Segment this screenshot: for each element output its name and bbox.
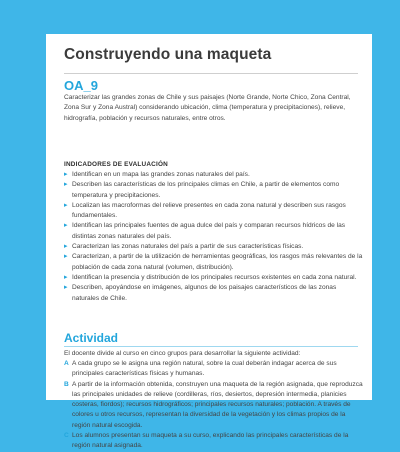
worksheet-page xyxy=(46,34,372,450)
indicator-item: ▸ Identifican las principales fuentes de agua dulce del país y comparan recursos hídricos de las distintas zonas naturales del país. xyxy=(64,222,346,240)
step-letter: B xyxy=(64,380,69,388)
step-letter: C xyxy=(64,432,69,440)
activity-step: B A partir de la información obtenida, construyen una maqueta de la región asignada, que reproduzca las principales unidades de relieve (cordilleras, ríos, desiertos, depresión intermedia, planicies costeras, fiordos); recursos hidrográficos; principales recursos naturales; población. A través de colores u otros recursos, representan la diversidad de la vegetación y los climas propios de la región natural escogida. xyxy=(64,380,363,429)
activity-step: A A cada grupo se le asigna una región natural, sobre la cual deberán indagar acerca de sus principales características físicas y humanas. xyxy=(64,360,337,378)
indicator-item: ▸ Describen, apoyándose en imágenes, algunos de los paisajes característicos de las zonas naturales de Chile. xyxy=(64,284,337,302)
indicator-item: ▸ Caracterizan, a partir de la utilización de herramientas geográficas, los rasgos más relevantes de la población de cada zona natural (volumen, distribución). xyxy=(64,253,363,271)
indicator-item: ▸ Localizan las macroformas del relieve presentes en cada zona natural y describen sus rasgos fundamentales. xyxy=(64,201,346,220)
indicator-item: ▸ Identifican la presencia y distribución de los principales recursos existentes en cada zona natural. xyxy=(64,273,364,283)
bullet-arrow-icon: ▸ xyxy=(64,243,68,251)
bullet-arrow-icon: ▸ xyxy=(64,201,68,209)
indicator-item: ▸ Identifican en un mapa las grandes zonas naturales del país. xyxy=(64,170,364,180)
bullet-arrow-icon: ▸ xyxy=(64,181,68,189)
bullet-arrow-icon: ▸ xyxy=(64,222,68,230)
activity-intro: El docente divide al curso en cinco grupos para desarrollar la siguiente actividad: xyxy=(64,350,301,357)
activity-divider xyxy=(64,346,358,347)
step-letter: A xyxy=(64,360,69,367)
objective-description: Caracterizar las grandes zonas de Chile y sus paisajes (Norte Grande, Norte Chico, Zona Central, Zona Sur y Zona Austral) considerando ubicación, clima (temperatura y precipitaciones), relieve, hidrografía, población y recursos naturales, entre otros. xyxy=(64,94,351,122)
bullet-arrow-icon: ▸ xyxy=(64,253,68,261)
objective-code: OA_9 xyxy=(64,78,98,93)
title-divider xyxy=(64,73,358,74)
activity-heading: Actividad xyxy=(64,331,119,345)
indicators-list xyxy=(64,170,364,304)
activity-step: C Los alumnos presentan su maqueta a su curso, explicando las principales características de la región natural asignada. xyxy=(64,432,349,450)
indicator-item: ▸ Describen las características de los principales climas en Chile, a partir de elementos como temperatura y precipitaciones. xyxy=(64,181,340,199)
indicator-item: ▸ Caracterizan las zonas naturales del país a partir de sus características físicas. xyxy=(64,242,364,252)
activity-steps xyxy=(64,359,364,452)
indicators-heading: INDICADORES DE EVALUACIÓN xyxy=(64,161,168,168)
bullet-arrow-icon: ▸ xyxy=(64,273,68,281)
bullet-arrow-icon: ▸ xyxy=(64,171,68,178)
page-title: Construyendo una maqueta xyxy=(64,46,272,63)
bullet-arrow-icon: ▸ xyxy=(64,284,68,292)
